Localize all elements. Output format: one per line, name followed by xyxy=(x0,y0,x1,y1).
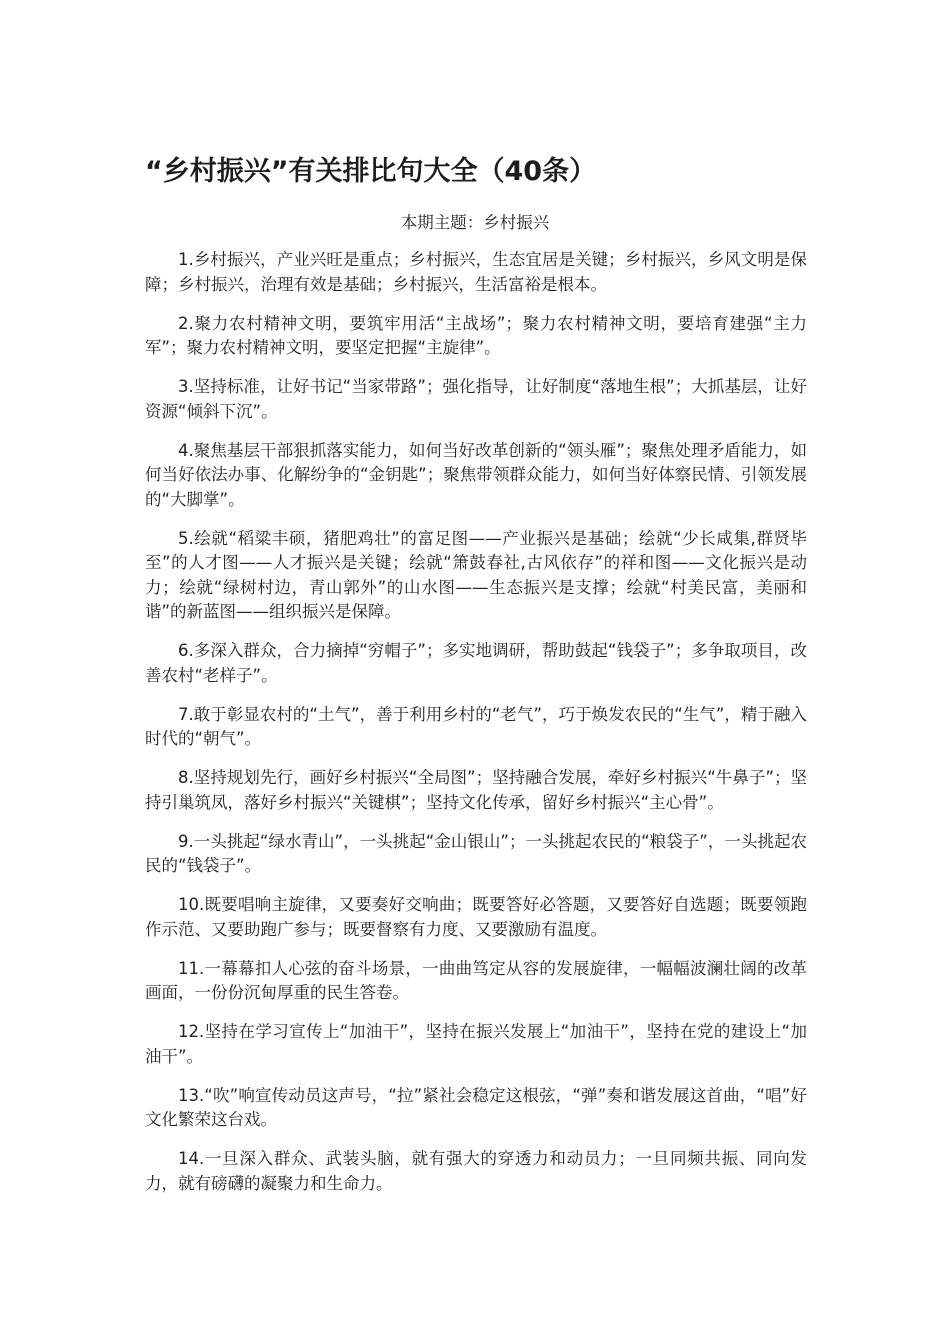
paragraph-7: 7.敢于彰显农村的“土气”，善于利用乡村的“老气”，巧于焕发农民的“生气”，精于融入时代的“朝气”。 xyxy=(145,704,807,748)
paragraph-14: 14.一旦深入群众、武装头脑，就有强大的穿透力和动员力；一旦同频共振、同向发力，就有磅礴的凝聚力和生命力。 xyxy=(145,1149,807,1193)
paragraph-13: 13.“吹”响宣传动员这声号，“拉”紧社会稳定这根弦，“弹”奏和谐发展这首曲，“唱”好文化繁荣这台戏。 xyxy=(145,1085,807,1129)
paragraph-12: 12.坚持在学习宣传上“加油干”，坚持在振兴发展上“加油干”，坚持在党的建设上“加油干”。 xyxy=(145,1022,807,1066)
document-title: “乡村振兴”有关排比句大全（40条） xyxy=(145,156,597,187)
document-subtitle: 本期主题：乡村振兴 xyxy=(400,213,550,232)
paragraph-5: 5.绘就“稻粱丰硕，猪肥鸡壮”的富足图——产业振兴是基础；绘就“少长咸集,群贤毕至”的人才图——人才振兴是关键；绘就“箫鼓春社,古风依存”的祥和图——文化振兴是动力；绘就“绿树村边，青山郭外”的山水图——生态振兴是支撑；绘就“村美民富，美丽和谐”的新蓝图——组织振兴是保障。 xyxy=(145,528,807,621)
paragraph-1: 1.乡村振兴，产业兴旺是重点；乡村振兴，生态宜居是关键；乡村振兴，乡风文明是保障；乡村振兴，治理有效是基础；乡村振兴，生活富裕是根本。 xyxy=(145,250,807,294)
paragraph-10: 10.既要唱响主旋律，又要奏好交响曲；既要答好必答题，又要答好自选题；既要领跑作示范、又要助跑广参与；既要督察有力度、又要激励有温度。 xyxy=(145,895,807,939)
paragraph-3: 3.坚持标准，让好书记“当家带路”；强化指导，让好制度“落地生根”；大抓基层，让好资源“倾斜下沉”。 xyxy=(145,377,807,421)
document-body xyxy=(145,248,807,1211)
paragraph-9: 9.一头挑起“绿水青山”，一头挑起“金山银山”；一头挑起农民的“粮袋子”，一头挑起农民的“钱袋子”。 xyxy=(145,831,807,875)
paragraph-2: 2.聚力农村精神文明，要筑牢用活“主战场”；聚力农村精神文明，要培育建强“主力军”；聚力农村精神文明，要坚定把握“主旋律”。 xyxy=(145,313,807,357)
paragraph-4: 4.聚焦基层干部狠抓落实能力，如何当好改革创新的“领头雁”；聚焦处理矛盾能力，如何当好依法办事、化解纷争的“金钥匙”；聚焦带领群众能力，如何当好体察民情、引领发展的“大脚掌”。 xyxy=(145,440,807,509)
paragraph-11: 11.一幕幕扣人心弦的奋斗场景，一曲曲笃定从容的发展旋律，一幅幅波澜壮阔的改革画面，一份份沉甸厚重的民生答卷。 xyxy=(145,958,807,1002)
paragraph-6: 6.多深入群众，合力摘掉“穷帽子”；多实地调研，帮助鼓起“钱袋子”；多争取项目，改善农村“老样子”。 xyxy=(145,641,807,685)
paragraph-8: 8.坚持规划先行，画好乡村振兴“全局图”；坚持融合发展，牵好乡村振兴“牛鼻子”；坚持引巢筑凤，落好乡村振兴“关键棋”；坚持文化传承，留好乡村振兴“主心骨”。 xyxy=(145,768,807,812)
